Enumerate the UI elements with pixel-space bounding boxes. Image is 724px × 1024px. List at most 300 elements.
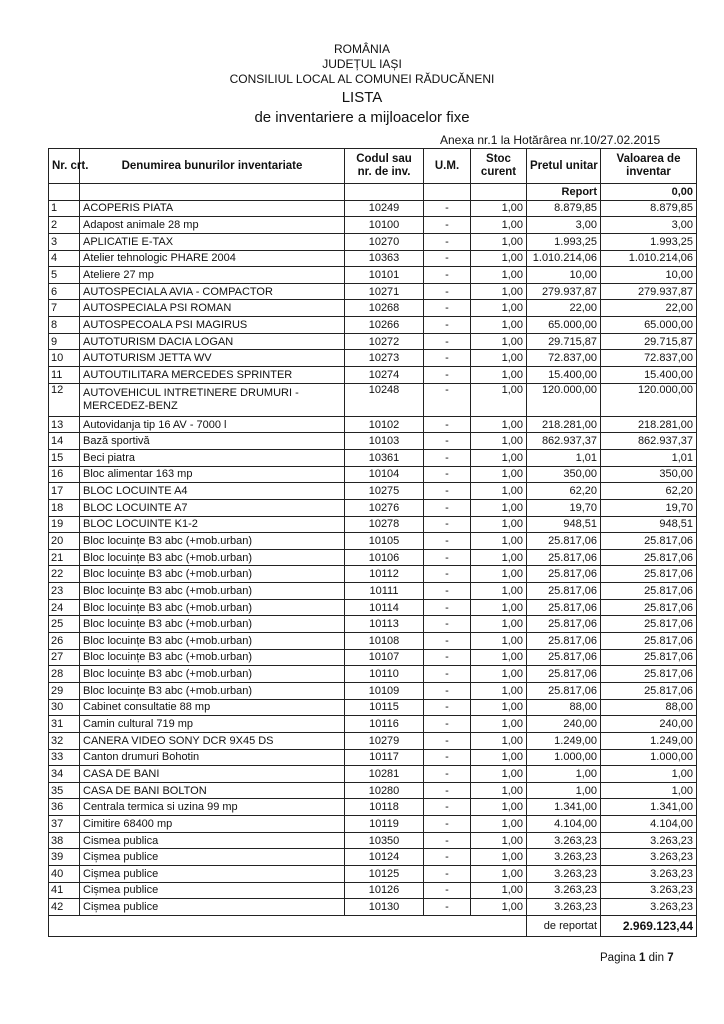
row-number: 28 xyxy=(49,666,80,683)
row-number: 10 xyxy=(49,350,80,367)
row-um: - xyxy=(424,217,471,234)
row-name: Canton drumuri Bohotin xyxy=(80,749,345,766)
row-code: 10350 xyxy=(345,832,424,849)
row-stock: 1,00 xyxy=(471,367,527,384)
row-number: 4 xyxy=(49,250,80,267)
row-code: 10130 xyxy=(345,899,424,916)
row-value: 29.715,87 xyxy=(601,333,697,350)
row-number: 15 xyxy=(49,449,80,466)
row-value: 25.817,06 xyxy=(601,599,697,616)
row-code: 10110 xyxy=(345,666,424,683)
row-name: Bloc locuințe B3 abc (+mob.urban) xyxy=(80,533,345,550)
row-number: 12 xyxy=(49,383,80,416)
row-number: 37 xyxy=(49,816,80,833)
page-indicator xyxy=(600,952,674,964)
council-line: CONSILIUL LOCAL AL COMUNEI RĂDUCĂNENI xyxy=(229,72,495,86)
row-number: 21 xyxy=(49,549,80,566)
row-price: 25.817,06 xyxy=(527,682,601,699)
carry-row xyxy=(49,915,697,936)
row-value: 25.817,06 xyxy=(601,682,697,699)
row-number: 31 xyxy=(49,716,80,733)
row-um: - xyxy=(424,283,471,300)
row-code: 10125 xyxy=(345,865,424,882)
col-stock: Stoc curent xyxy=(471,149,527,184)
row-value: 22,00 xyxy=(601,300,697,317)
row-value: 3.263,23 xyxy=(601,849,697,866)
row-price: 1.010.214,06 xyxy=(527,250,601,267)
row-price: 72.837,00 xyxy=(527,350,601,367)
row-code: 10270 xyxy=(345,233,424,250)
row-value: 3.263,23 xyxy=(601,899,697,916)
table-row xyxy=(49,766,697,783)
row-value: 1.010.214,06 xyxy=(601,250,697,267)
row-price: 25.817,06 xyxy=(527,566,601,583)
row-name: AUTOSPECIALA PSI ROMAN xyxy=(80,300,345,317)
row-name: Centrala termica si uzina 99 mp xyxy=(80,799,345,816)
row-name: Bloc locuințe B3 abc (+mob.urban) xyxy=(80,649,345,666)
row-price: 25.817,06 xyxy=(527,583,601,600)
table-row xyxy=(49,499,697,516)
county-line: JUDEȚUL IAȘI xyxy=(322,57,402,71)
row-price: 25.817,06 xyxy=(527,533,601,550)
row-value: 25.817,06 xyxy=(601,633,697,650)
row-code: 10278 xyxy=(345,516,424,533)
page-total: 7 xyxy=(667,952,674,964)
row-price: 279.937,87 xyxy=(527,283,601,300)
row-code: 10272 xyxy=(345,333,424,350)
row-name: Bloc locuințe B3 abc (+mob.urban) xyxy=(80,682,345,699)
row-value: 25.817,06 xyxy=(601,666,697,683)
row-code: 10268 xyxy=(345,300,424,317)
col-value: Valoarea de inventar xyxy=(601,149,697,184)
table-row xyxy=(49,566,697,583)
row-number: 32 xyxy=(49,732,80,749)
row-code: 10266 xyxy=(345,317,424,334)
table-row xyxy=(49,666,697,683)
row-price: 240,00 xyxy=(527,716,601,733)
row-um: - xyxy=(424,233,471,250)
row-code: 10114 xyxy=(345,599,424,616)
row-stock: 1,00 xyxy=(471,682,527,699)
row-number: 14 xyxy=(49,433,80,450)
row-value: 948,51 xyxy=(601,516,697,533)
table-row xyxy=(49,200,697,217)
row-code: 10249 xyxy=(345,200,424,217)
row-price: 350,00 xyxy=(527,466,601,483)
table-row xyxy=(49,849,697,866)
row-stock: 1,00 xyxy=(471,583,527,600)
row-name: Cișmea publice xyxy=(80,865,345,882)
table-row xyxy=(49,217,697,234)
row-um: - xyxy=(424,516,471,533)
row-value: 120.000,00 xyxy=(601,383,697,416)
row-name: Ateliere 27 mp xyxy=(80,267,345,284)
row-value: 1,01 xyxy=(601,449,697,466)
row-um: - xyxy=(424,832,471,849)
row-name: APLICATIE E-TAX xyxy=(80,233,345,250)
row-name: AUTOTURISM DACIA LOGAN xyxy=(80,333,345,350)
row-price: 22,00 xyxy=(527,300,601,317)
row-stock: 1,00 xyxy=(471,599,527,616)
table-row xyxy=(49,533,697,550)
row-stock: 1,00 xyxy=(471,317,527,334)
row-price: 65.000,00 xyxy=(527,317,601,334)
row-price: 1.249,00 xyxy=(527,732,601,749)
row-name: Bloc alimentar 163 mp xyxy=(80,466,345,483)
row-um: - xyxy=(424,782,471,799)
table-row xyxy=(49,633,697,650)
col-um: U.M. xyxy=(424,149,471,184)
row-value: 240,00 xyxy=(601,716,697,733)
row-um: - xyxy=(424,367,471,384)
row-stock: 1,00 xyxy=(471,217,527,234)
row-number: 2 xyxy=(49,217,80,234)
row-name: BLOC LOCUINTE A7 xyxy=(80,499,345,516)
row-code: 10281 xyxy=(345,766,424,783)
row-stock: 1,00 xyxy=(471,699,527,716)
row-value: 25.817,06 xyxy=(601,583,697,600)
row-um: - xyxy=(424,566,471,583)
row-um: - xyxy=(424,533,471,550)
table-row xyxy=(49,267,697,284)
row-number: 8 xyxy=(49,317,80,334)
report-label: Report xyxy=(527,184,601,201)
row-price: 1.341,00 xyxy=(527,799,601,816)
row-um: - xyxy=(424,599,471,616)
row-number: 19 xyxy=(49,516,80,533)
row-um: - xyxy=(424,882,471,899)
carry-total: 2.969.123,44 xyxy=(601,915,697,936)
row-price: 120.000,00 xyxy=(527,383,601,416)
row-value: 88,00 xyxy=(601,699,697,716)
row-value: 25.817,06 xyxy=(601,549,697,566)
row-value: 218.281,00 xyxy=(601,416,697,433)
row-name: Bloc locuințe B3 abc (+mob.urban) xyxy=(80,666,345,683)
row-price: 3.263,23 xyxy=(527,865,601,882)
row-um: - xyxy=(424,766,471,783)
table-row xyxy=(49,483,697,500)
row-value: 3.263,23 xyxy=(601,865,697,882)
row-code: 10116 xyxy=(345,716,424,733)
row-value: 65.000,00 xyxy=(601,317,697,334)
row-number: 18 xyxy=(49,499,80,516)
table-row xyxy=(49,682,697,699)
row-number: 17 xyxy=(49,483,80,500)
row-price: 3.263,23 xyxy=(527,832,601,849)
row-price: 3.263,23 xyxy=(527,899,601,916)
row-value: 862.937,37 xyxy=(601,433,697,450)
table-row xyxy=(49,449,697,466)
row-number: 39 xyxy=(49,849,80,866)
row-price: 8.879,85 xyxy=(527,200,601,217)
row-name: Cișmea publice xyxy=(80,882,345,899)
row-value: 4.104,00 xyxy=(601,816,697,833)
row-um: - xyxy=(424,449,471,466)
row-price: 1,00 xyxy=(527,782,601,799)
row-um: - xyxy=(424,633,471,650)
table-row xyxy=(49,383,697,416)
table-row xyxy=(49,865,697,882)
table-row xyxy=(49,350,697,367)
table-row xyxy=(49,832,697,849)
row-value: 72.837,00 xyxy=(601,350,697,367)
table-row xyxy=(49,466,697,483)
row-price: 25.817,06 xyxy=(527,649,601,666)
row-name: Cabinet consultatie 88 mp xyxy=(80,699,345,716)
row-code: 10274 xyxy=(345,367,424,384)
row-value: 25.817,06 xyxy=(601,566,697,583)
row-stock: 1,00 xyxy=(471,267,527,284)
row-code: 10280 xyxy=(345,782,424,799)
row-name: Cismea publica xyxy=(80,832,345,849)
row-um: - xyxy=(424,317,471,334)
row-number: 13 xyxy=(49,416,80,433)
row-um: - xyxy=(424,849,471,866)
row-um: - xyxy=(424,483,471,500)
row-number: 11 xyxy=(49,367,80,384)
row-code: 10119 xyxy=(345,816,424,833)
row-number: 5 xyxy=(49,267,80,284)
row-code: 10104 xyxy=(345,466,424,483)
row-number: 34 xyxy=(49,766,80,783)
row-code: 10275 xyxy=(345,483,424,500)
report-row xyxy=(49,184,697,201)
row-um: - xyxy=(424,433,471,450)
row-um: - xyxy=(424,250,471,267)
row-price: 948,51 xyxy=(527,516,601,533)
row-price: 218.281,00 xyxy=(527,416,601,433)
row-name: Bloc locuințe B3 abc (+mob.urban) xyxy=(80,633,345,650)
row-value: 15.400,00 xyxy=(601,367,697,384)
row-code: 10248 xyxy=(345,383,424,416)
col-code: Codul sau nr. de inv. xyxy=(345,149,424,184)
row-stock: 1,00 xyxy=(471,749,527,766)
row-value: 25.817,06 xyxy=(601,649,697,666)
row-um: - xyxy=(424,799,471,816)
annex-reference: Anexa nr.1 la Hotărârea nr.10/27.02.2015 xyxy=(440,133,661,147)
row-stock: 1,00 xyxy=(471,766,527,783)
row-code: 10111 xyxy=(345,583,424,600)
row-name: Cișmea publice xyxy=(80,899,345,916)
table-row xyxy=(49,749,697,766)
row-stock: 1,00 xyxy=(471,732,527,749)
table-row xyxy=(49,716,697,733)
table-row xyxy=(49,516,697,533)
row-value: 1.341,00 xyxy=(601,799,697,816)
row-value: 25.817,06 xyxy=(601,533,697,550)
row-name: Adapost animale 28 mp xyxy=(80,217,345,234)
row-um: - xyxy=(424,333,471,350)
table-row xyxy=(49,283,697,300)
row-number: 3 xyxy=(49,233,80,250)
row-value: 25.817,06 xyxy=(601,616,697,633)
row-um: - xyxy=(424,416,471,433)
row-name: Bloc locuințe B3 abc (+mob.urban) xyxy=(80,599,345,616)
row-um: - xyxy=(424,267,471,284)
document-title: LISTA xyxy=(341,89,383,106)
table-row xyxy=(49,433,697,450)
row-stock: 1,00 xyxy=(471,300,527,317)
row-name: AUTOSPECOALA PSI MAGIRUS xyxy=(80,317,345,334)
table-row xyxy=(49,649,697,666)
row-value: 279.937,87 xyxy=(601,283,697,300)
row-stock: 1,00 xyxy=(471,816,527,833)
row-stock: 1,00 xyxy=(471,433,527,450)
row-stock: 1,00 xyxy=(471,516,527,533)
row-stock: 1,00 xyxy=(471,466,527,483)
row-um: - xyxy=(424,583,471,600)
row-code: 10117 xyxy=(345,749,424,766)
row-code: 10103 xyxy=(345,433,424,450)
row-stock: 1,00 xyxy=(471,333,527,350)
row-price: 25.817,06 xyxy=(527,549,601,566)
row-um: - xyxy=(424,350,471,367)
row-price: 25.817,06 xyxy=(527,616,601,633)
table-header-row xyxy=(49,149,697,184)
row-value: 19,70 xyxy=(601,499,697,516)
row-value: 1,00 xyxy=(601,766,697,783)
row-name: ACOPERIS PIATA xyxy=(80,200,345,217)
row-um: - xyxy=(424,466,471,483)
row-code: 10363 xyxy=(345,250,424,267)
row-um: - xyxy=(424,816,471,833)
col-name: Denumirea bunurilor inventariate xyxy=(80,149,345,184)
row-stock: 1,00 xyxy=(471,782,527,799)
row-value: 1,00 xyxy=(601,782,697,799)
carry-label: de reportat xyxy=(527,915,601,936)
row-um: - xyxy=(424,499,471,516)
row-stock: 1,00 xyxy=(471,499,527,516)
row-price: 88,00 xyxy=(527,699,601,716)
row-code: 10106 xyxy=(345,549,424,566)
page-mid: din xyxy=(648,952,664,964)
row-price: 19,70 xyxy=(527,499,601,516)
row-um: - xyxy=(424,616,471,633)
row-stock: 1,00 xyxy=(471,882,527,899)
row-stock: 1,00 xyxy=(471,799,527,816)
row-number: 9 xyxy=(49,333,80,350)
table-row xyxy=(49,317,697,334)
row-name: Cișmea publice xyxy=(80,849,345,866)
row-value: 8.879,85 xyxy=(601,200,697,217)
report-value: 0,00 xyxy=(601,184,697,201)
row-number: 40 xyxy=(49,865,80,882)
row-name: AUTOVEHICUL INTRETINERE DRUMURI - MERCEDEZ-BENZ xyxy=(80,383,345,416)
row-name: Bloc locuințe B3 abc (+mob.urban) xyxy=(80,583,345,600)
row-code: 10107 xyxy=(345,649,424,666)
table-row xyxy=(49,300,697,317)
row-stock: 1,00 xyxy=(471,449,527,466)
document-header xyxy=(0,42,724,127)
row-value: 3.263,23 xyxy=(601,882,697,899)
row-um: - xyxy=(424,899,471,916)
row-number: 26 xyxy=(49,633,80,650)
row-code: 10273 xyxy=(345,350,424,367)
row-number: 24 xyxy=(49,599,80,616)
table-row xyxy=(49,732,697,749)
row-um: - xyxy=(424,666,471,683)
row-um: - xyxy=(424,300,471,317)
row-name: CANERA VIDEO SONY DCR 9X45 DS xyxy=(80,732,345,749)
row-number: 6 xyxy=(49,283,80,300)
row-number: 23 xyxy=(49,583,80,600)
row-price: 1,00 xyxy=(527,766,601,783)
row-stock: 1,00 xyxy=(471,716,527,733)
row-um: - xyxy=(424,716,471,733)
row-code: 10105 xyxy=(345,533,424,550)
col-price: Pretul unitar xyxy=(527,149,601,184)
page-prefix: Pagina xyxy=(600,952,636,964)
row-price: 1.000,00 xyxy=(527,749,601,766)
row-price: 3,00 xyxy=(527,217,601,234)
row-name: Camin cultural 719 mp xyxy=(80,716,345,733)
table-row xyxy=(49,583,697,600)
row-number: 1 xyxy=(49,200,80,217)
row-name: Bloc locuințe B3 abc (+mob.urban) xyxy=(80,616,345,633)
row-name: Bază sportivă xyxy=(80,433,345,450)
row-price: 3.263,23 xyxy=(527,882,601,899)
row-stock: 1,00 xyxy=(471,483,527,500)
row-number: 41 xyxy=(49,882,80,899)
row-name: Bloc locuințe B3 abc (+mob.urban) xyxy=(80,549,345,566)
row-code: 10118 xyxy=(345,799,424,816)
row-code: 10109 xyxy=(345,682,424,699)
row-stock: 1,00 xyxy=(471,233,527,250)
row-price: 1,01 xyxy=(527,449,601,466)
table-row xyxy=(49,367,697,384)
table-row xyxy=(49,549,697,566)
row-code: 10271 xyxy=(345,283,424,300)
row-code: 10126 xyxy=(345,882,424,899)
row-code: 10124 xyxy=(345,849,424,866)
row-value: 1.993,25 xyxy=(601,233,697,250)
row-price: 10,00 xyxy=(527,267,601,284)
row-stock: 1,00 xyxy=(471,633,527,650)
row-stock: 1,00 xyxy=(471,899,527,916)
row-code: 10101 xyxy=(345,267,424,284)
row-value: 3,00 xyxy=(601,217,697,234)
row-stock: 1,00 xyxy=(471,200,527,217)
row-um: - xyxy=(424,749,471,766)
row-price: 29.715,87 xyxy=(527,333,601,350)
row-number: 33 xyxy=(49,749,80,766)
row-price: 3.263,23 xyxy=(527,849,601,866)
row-code: 10100 xyxy=(345,217,424,234)
row-name: Cimitire 68400 mp xyxy=(80,816,345,833)
row-name: BLOC LOCUINTE A4 xyxy=(80,483,345,500)
row-name: BLOC LOCUINTE K1-2 xyxy=(80,516,345,533)
row-number: 25 xyxy=(49,616,80,633)
page-current: 1 xyxy=(639,952,646,964)
table-row xyxy=(49,882,697,899)
row-um: - xyxy=(424,549,471,566)
row-stock: 1,00 xyxy=(471,666,527,683)
row-price: 15.400,00 xyxy=(527,367,601,384)
row-number: 35 xyxy=(49,782,80,799)
row-number: 36 xyxy=(49,799,80,816)
row-value: 62,20 xyxy=(601,483,697,500)
row-number: 7 xyxy=(49,300,80,317)
inventory-table xyxy=(48,148,697,937)
row-code: 10279 xyxy=(345,732,424,749)
row-stock: 1,00 xyxy=(471,416,527,433)
row-number: 16 xyxy=(49,466,80,483)
row-code: 10102 xyxy=(345,416,424,433)
row-um: - xyxy=(424,732,471,749)
row-code: 10115 xyxy=(345,699,424,716)
row-value: 1.000,00 xyxy=(601,749,697,766)
row-stock: 1,00 xyxy=(471,849,527,866)
